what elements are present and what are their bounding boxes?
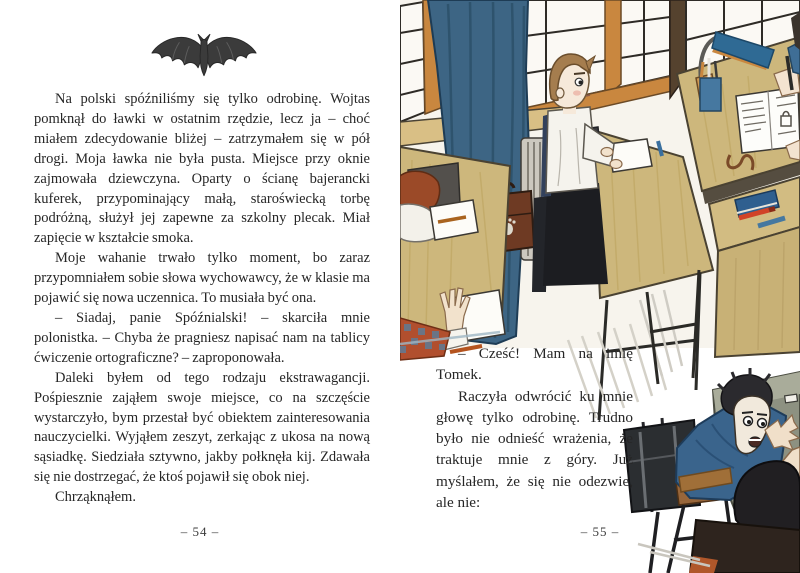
paragraph: Moje wahanie trwało tylko moment, bo zaraz przypomniałem sobie słowa wychowawcy, że w klasie ma pojawić się nowa uczennica. To musiała być ona.: [34, 250, 370, 307]
paragraph: Raczyła odwrócić ku mnie głowę tylko odrobinę. Trudno było nie odnieść wrażenia, że traktuje mnie z góry. Już myślałem, że się nie odezwie, ale nie:: [436, 387, 633, 512]
bat-ornament-icon: [150, 30, 258, 82]
paragraph: – Cześć! Mam na imię Tomek.: [436, 345, 633, 384]
pencil-cup: [700, 78, 721, 111]
page-right: [400, 0, 800, 573]
pupils-back: [624, 368, 800, 573]
boy-hand: [610, 160, 622, 169]
paragraph: Na polski spóźniliśmy się tylko odrobinę. Wojtas pomknął do ławki w ostatnim rzędzie, lecz ja – choć miałem zdecydowanie bliżej – zatrzymałem się w pół drogi. Moja ławka nie była pusta. Miejsce przy oknie zajmowała dziewczyna. Oparty o ścianę bajerancki kuferek, przypominający małą, staroświecką torbę podróżną, służył jej zapewne za szkolny plecak. Miał zapięcie w kształcie smoka.: [34, 91, 370, 247]
window-mullion: [605, 0, 621, 98]
paragraph: Chrząknąłem.: [55, 489, 136, 506]
left-text-block: [34, 90, 370, 508]
boy-blush: [573, 90, 581, 95]
open-mouth: [749, 437, 761, 447]
paragraph: – Siadaj, panie Spóźnialski! – skarciła mnie polonistka. – Chyba że pragniesz napisać nam na tablicy ćwiczenie ortograficzne? – zaproponowała.: [34, 309, 370, 366]
pupil-desk-left: [400, 147, 510, 360]
boy-ear: [556, 88, 564, 98]
boy-trousers: [543, 183, 608, 286]
page-number-right: – 55 –: [580, 524, 620, 539]
paragraph: Daleki byłem od tego rodzaju ekstrawagancji. Pośpiesznie zająłem swoje miejsce, co na szczęście wystarczyło, bym przestał być obiektem zainteresowania nauczycielki. Wyjąłem zeszyt, zerkając z ukosa na nową sąsiadkę. Siedziała sztywno, jakby połknęła kij. Zdawała się nie dostrzegać, że ktoś pojawił się obok niej.: [34, 369, 370, 486]
page-number-left: – 54 –: [180, 524, 220, 539]
pupil-desk-right: [709, 177, 800, 357]
right-text-block: [436, 343, 633, 513]
desk-slot: [785, 394, 798, 403]
boy-hand: [601, 148, 613, 157]
